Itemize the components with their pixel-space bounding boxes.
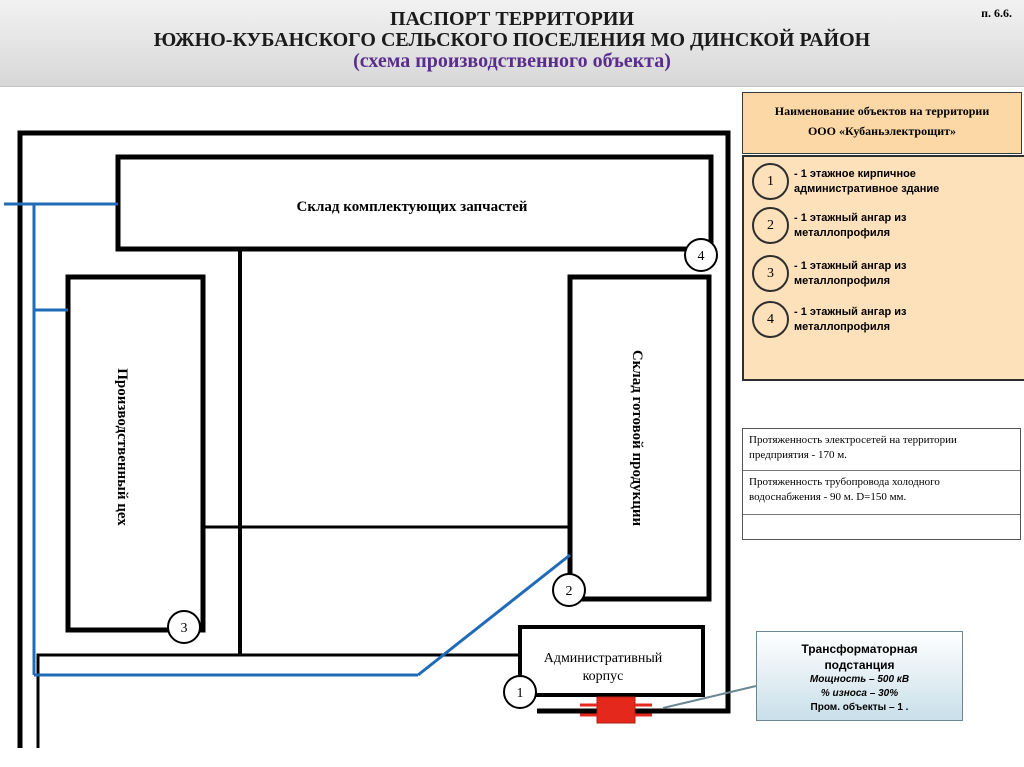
transformer-title-line1: Трансформаторная bbox=[801, 642, 918, 656]
transformer-info-box bbox=[756, 631, 963, 721]
legend-num-4: 4 bbox=[752, 301, 789, 338]
legend-text-4a: - 1 этажный ангар из bbox=[794, 306, 907, 318]
network-length-table bbox=[742, 428, 1021, 540]
svg-text:4: 4 bbox=[697, 249, 705, 264]
legend-num-1: 1 bbox=[752, 163, 789, 200]
info-empty-row bbox=[743, 515, 1020, 539]
transformer-wear: % износа – 30% bbox=[820, 688, 899, 699]
label-production-shop: Производственный цех bbox=[114, 368, 130, 526]
label-warehouse-parts: Склад комплектующих запчастей bbox=[296, 199, 528, 215]
marker-1 bbox=[504, 676, 536, 708]
legend-num-3: 3 bbox=[752, 255, 789, 292]
transformer-power: Мощность – 500 кВ bbox=[809, 674, 910, 685]
legend-text-3b: металлопрофиля bbox=[794, 275, 891, 287]
label-warehouse-finished: Склад готовой продукции bbox=[629, 349, 645, 527]
legend-item-4 bbox=[752, 301, 1022, 341]
subtitle: (схема производственного объекта) bbox=[353, 50, 671, 72]
lower-fence bbox=[38, 655, 520, 675]
legend-heading-line1: Наименование объектов на территории bbox=[774, 104, 990, 118]
info-water: Протяженность трубопровода холодного водоснабжения - 90 м. D=150 мм. bbox=[743, 471, 1020, 515]
svg-text:1: 1 bbox=[516, 686, 524, 701]
label-admin-line2: корпус bbox=[582, 669, 624, 684]
legend-text-3a: - 1 этажный ангар из bbox=[794, 260, 907, 272]
legend-heading bbox=[742, 92, 1022, 154]
title-line-1: ПАСПОРТ ТЕРРИТОРИИ bbox=[390, 8, 634, 30]
legend-num-2: 2 bbox=[752, 207, 789, 244]
legend-item-2 bbox=[752, 207, 1022, 247]
legend-text-1b: административное здание bbox=[794, 183, 940, 195]
svg-text:3: 3 bbox=[180, 621, 188, 636]
legend-text-2a: - 1 этажный ангар из bbox=[794, 212, 907, 224]
legend-text-2b: металлопрофиля bbox=[794, 227, 891, 239]
legend-heading-line2: ООО «Кубаньэлектрощит» bbox=[807, 124, 957, 138]
legend-item-1 bbox=[752, 163, 1022, 203]
label-admin-line1: Административный bbox=[543, 651, 663, 666]
marker-3 bbox=[168, 611, 200, 643]
legend-list bbox=[742, 155, 1024, 381]
svg-text:2: 2 bbox=[565, 584, 573, 599]
marker-4 bbox=[685, 239, 717, 271]
transformer-objects: Пром. объекты – 1 . bbox=[810, 702, 909, 713]
transformer-title-line2: подстанция bbox=[824, 658, 895, 672]
info-electric: Протяженность электросетей на территории предприятия - 170 м. bbox=[743, 429, 1020, 471]
building-production-shop bbox=[68, 277, 203, 630]
page-number: п. 6.6. bbox=[981, 6, 1012, 20]
legend-text-4b: металлопрофиля bbox=[794, 321, 891, 333]
legend-text-1a: - 1 этажное кирпичное bbox=[794, 168, 916, 180]
marker-2 bbox=[553, 574, 585, 606]
title-line-2: ЮЖНО-КУБАНСКОГО СЕЛЬСКОГО ПОСЕЛЕНИЯ МО ДИНСКОЙ РАЙОН bbox=[153, 29, 871, 51]
legend-item-3 bbox=[752, 255, 1022, 295]
